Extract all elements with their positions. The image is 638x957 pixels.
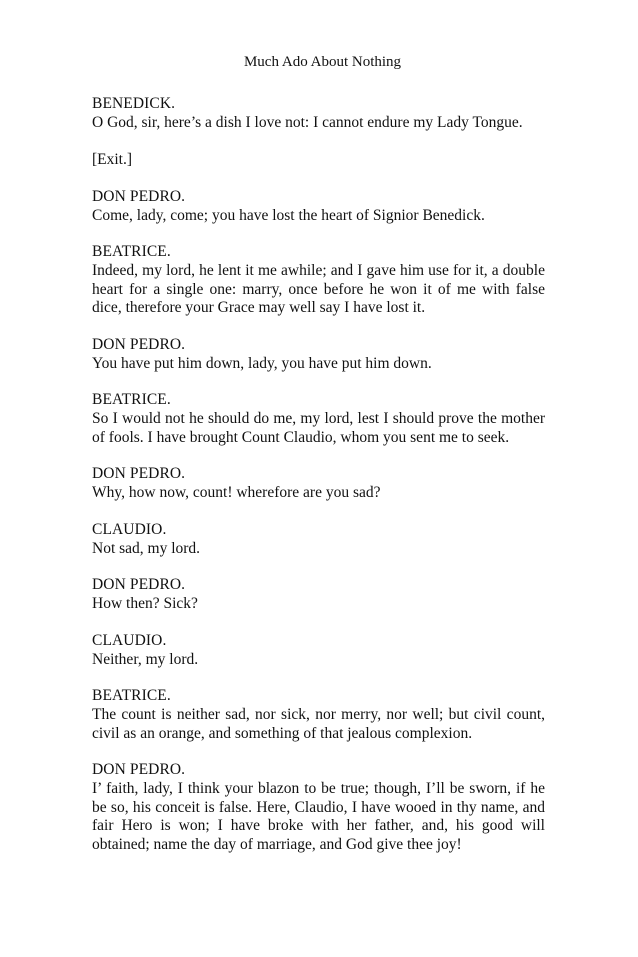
speech-text: The count is neither sad, nor sick, nor merry, nor well; but civil count, civil as an orange, and something of that jealous complexion. [92,706,545,742]
speaker-name: DON PEDRO. [92,576,186,593]
speech-text: O God, sir, here’s a dish I love not: I cannot endure my Lady Tongue. [92,114,523,131]
running-header-title: Much Ado About Nothing [243,54,402,70]
stage-direction: [Exit.] [92,150,133,168]
speech-block [92,390,545,447]
speech-block [92,686,545,743]
speaker-name: CLAUDIO. [92,631,167,649]
speaker-name: BENEDICK. [92,95,176,112]
speech-block [92,335,545,374]
speech-block [92,631,545,670]
speech-text: How then? Sick? [92,595,198,612]
speech-block [92,464,545,503]
speaker-name: DON PEDRO. [92,335,186,353]
speaker-name: BEATRICE. [92,687,171,704]
speech-text: Not sad, my lord. [92,539,201,557]
speech-text: I’ faith, lady, I think your blazon to be true; though, I’ll be sworn, if he be so, his conceit is false. Here, Claudio, I have wooed in thy name, and fair Hero is won; I have broke with her father, and, his good will obtained; name the day of marriage, and God give thee joy! [92,780,545,853]
speech-text: So I would not he should do me, my lord, lest I should prove the mother of fools. I have brought Count Claudio, whom you sent me to seek. [92,410,545,446]
speech-block [92,760,545,854]
speech-block [92,242,545,318]
speaker-name: BEATRICE. [92,243,171,260]
speech-block [92,575,545,614]
speech-block [92,94,545,133]
speech-text: Come, lady, come; you have lost the heart of Signior Benedick. [92,206,485,224]
speaker-name: BEATRICE. [92,391,171,408]
speech-block [92,520,545,559]
speaker-name: DON PEDRO. [92,187,186,205]
speaker-name: DON PEDRO. [92,465,186,482]
document-page [92,52,545,871]
speech-text: Indeed, my lord, he lent it me awhile; and I gave him use for it, a double heart for a single one: marry, once before he won it of me with false dice, therefore your Grace may well say I have lost it. [92,262,545,316]
speech-text: You have put him down, lady, you have put him down. [92,354,432,372]
speaker-name: CLAUDIO. [92,520,167,538]
speech-text: Neither, my lord. [92,650,199,668]
speech-text: Why, how now, count! wherefore are you sad? [92,484,381,501]
speech-block [92,187,545,226]
speaker-name: DON PEDRO. [92,761,186,778]
